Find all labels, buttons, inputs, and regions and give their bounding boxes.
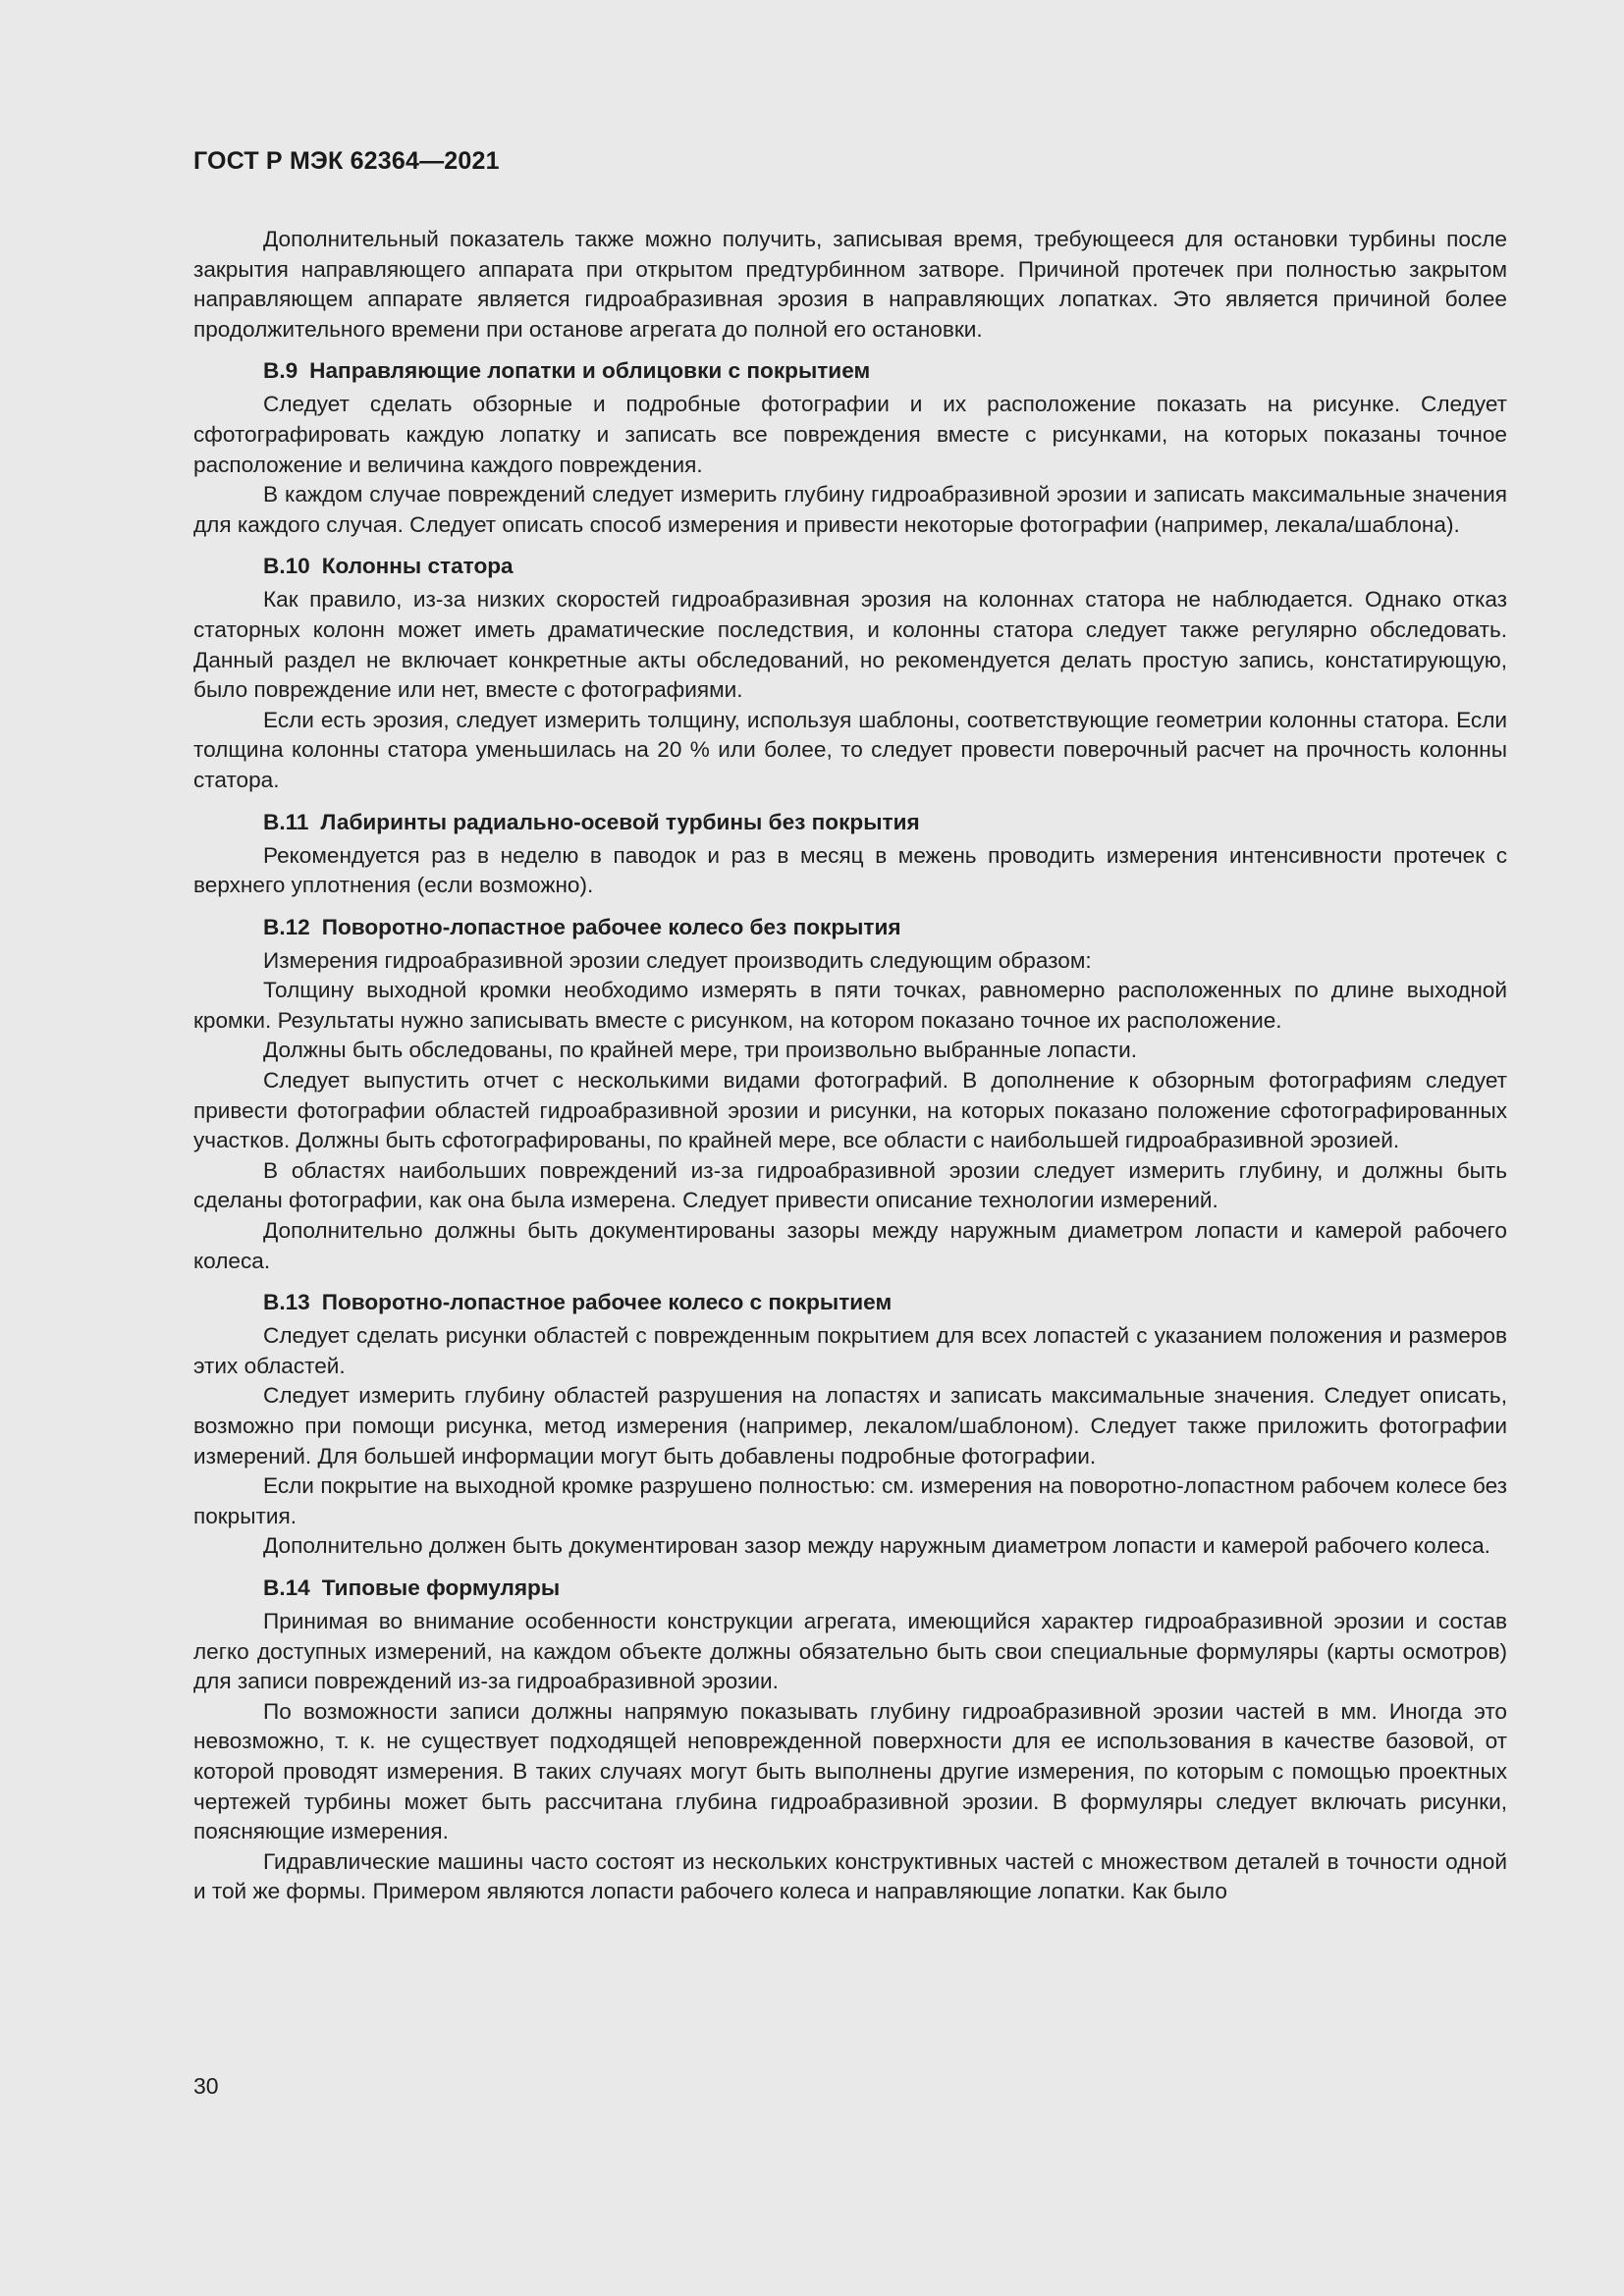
section-title: Лабиринты радиально-осевой турбины без покрытия [320, 809, 920, 834]
paragraph: Следует сделать обзорные и подробные фотографии и их расположение показать на рисунке. Следует сфотографировать каждую лопатку и записать все повреждения вместе с рисунками, на которых показаны точное расположение и величина каждого повреждения. [193, 392, 1507, 477]
paragraph: Измерения гидроабразивной эрозии следует производить следующим образом: [263, 947, 1092, 973]
section-heading-b13 [193, 1288, 1507, 1317]
section-title: Поворотно-лопастное рабочее колесо без покрытия [321, 914, 901, 939]
section-heading-b10 [193, 552, 1507, 581]
paragraph: Дополнительно должен быть документирован зазор между наружным диаметром лопасти и камерой рабочего колеса. [263, 1533, 1490, 1559]
paragraph: Следует сделать рисунки областей с поврежденным покрытием для всех лопастей с указанием положения и размеров этих областей. [193, 1323, 1507, 1378]
document-body [193, 225, 1507, 1907]
page-number: 30 [193, 2073, 219, 2099]
paragraph: По возможности записи должны напрямую показывать глубину гидроабразивной эрозии частей в мм. Иногда это невозможно, т. к. не существует подходящей неповрежденной поверхности для ее использования в качестве базовой, от которой проводят измерения. В таких случаях могут быть выполнены другие измерения, по которым с помощью проектных чертежей турбины может быть рассчитана глубина гидроабразивной эрозии. В формуляры следует включать рисунки, поясняющие измерения. [193, 1698, 1507, 1844]
paragraph: Следует выпустить отчет с несколькими видами фотографий. В дополнение к обзорным фотографиям следует привести фотографии областей гидроабразивной эрозии и рисунки, на которых показано положение сфотографированных участков. Должны быть сфотографированы, по крайней мере, все области с наибольшей гидроабразивной эрозией. [193, 1068, 1507, 1153]
paragraph: Толщину выходной кромки необходимо измерять в пяти точках, равномерно расположенных по длине выходной кромки. Результаты нужно записывать вместе с рисунком, на котором показано точное их расположение. [193, 978, 1507, 1033]
section-title: Типовые формуляры [321, 1575, 561, 1600]
paragraph: Если есть эрозия, следует измерить толщину, используя шаблоны, соответствующие геометрии колонны статора. Если толщина колонны статора уменьшилась на 20 % или более, то следует провести поверочный расчет на прочность колонны статора. [193, 707, 1507, 792]
paragraph: В областях наибольших повреждений из-за гидроабразивной эрозии следует измерить глубину, и должны быть сделаны фотографии, как она была измерена. Следует привести описание технологии измерений. [193, 1157, 1507, 1213]
paragraph: В каждом случае повреждений следует измерить глубину гидроабразивной эрозии и записать максимальные значения для каждого случая. Следует описать способ измерения и привести некоторые фотографии (например, лекала/шаблона). [193, 482, 1507, 537]
section-number: В.12 [263, 914, 310, 939]
section-number: В.14 [263, 1575, 310, 1600]
section-title: Колонны статора [321, 554, 514, 579]
paragraph: Рекомендуется раз в неделю в паводок и раз в месяц в межень проводить измерения интенсивности протечек с верхнего уплотнения (если возможно). [193, 842, 1507, 898]
section-heading-b14 [193, 1574, 1507, 1603]
section-title: Направляющие лопатки и облицовки с покрытием [309, 358, 871, 384]
paragraph: Дополнительно должны быть документированы зазоры между наружным диаметром лопасти и камерой рабочего колеса. [193, 1218, 1507, 1273]
document-header: ГОСТ Р МЭК 62364—2021 [193, 147, 500, 175]
section-heading-b12 [193, 913, 1507, 942]
paragraph: Принимая во внимание особенности конструкции агрегата, имеющийся характер гидроабразивной эрозии и состав легко доступных измерений, на каждом объекте должны обязательно быть свои специальные формуляры (карты осмотров) для записи повреждений из-за гидроабразивной эрозии. [193, 1608, 1507, 1694]
section-number: В.11 [263, 809, 309, 834]
section-number: В.10 [263, 554, 310, 579]
section-title: Поворотно-лопастное рабочее колесо с покрытием [321, 1290, 893, 1315]
section-heading-b11 [193, 808, 1507, 837]
paragraph: Дополнительный показатель также можно получить, записывая время, требующееся для остановки турбины после закрытия направляющего аппарата при открытом предтурбинном затворе. Причиной протечек при полностью закрытом направляющем аппарате является гидроабразивная эрозия в направляющих лопатках. Это является причиной более продолжительного времени при останове агрегата до полной его остановки. [193, 227, 1507, 342]
paragraph: Если покрытие на выходной кромке разрушено полностью: см. измерения на поворотно-лопастном рабочем колесе без покрытия. [193, 1473, 1507, 1528]
section-number: В.9 [263, 358, 298, 384]
paragraph: Следует измерить глубину областей разрушения на лопастях и записать максимальные значения. Следует описать, возможно при помощи рисунка, метод измерения (например, лекалом/шаблоном). Следует также приложить фотографии измерений. Для большей информации могут быть добавлены подробные фотографии. [193, 1383, 1507, 1468]
paragraph: Гидравлические машины часто состоят из нескольких конструктивных частей с множеством деталей в точности одной и той же формы. Примером являются лопасти рабочего колеса и направляющие лопатки. Как было [193, 1848, 1507, 1904]
paragraph: Как правило, из-за низких скоростей гидроабразивная эрозия на колоннах статора не наблюдается. Однако отказ статорных колонн может иметь драматические последствия, и колонны статора следует также регулярно обследовать. Данный раздел не включает конкретные акты обследований, но рекомендуется делать простую запись, констатирующую, было повреждение или нет, вместе с фотографиями. [193, 587, 1507, 703]
section-number: В.13 [263, 1290, 310, 1315]
section-heading-b9 [193, 356, 1507, 386]
paragraph: Должны быть обследованы, по крайней мере, три произвольно выбранные лопасти. [263, 1038, 1138, 1063]
